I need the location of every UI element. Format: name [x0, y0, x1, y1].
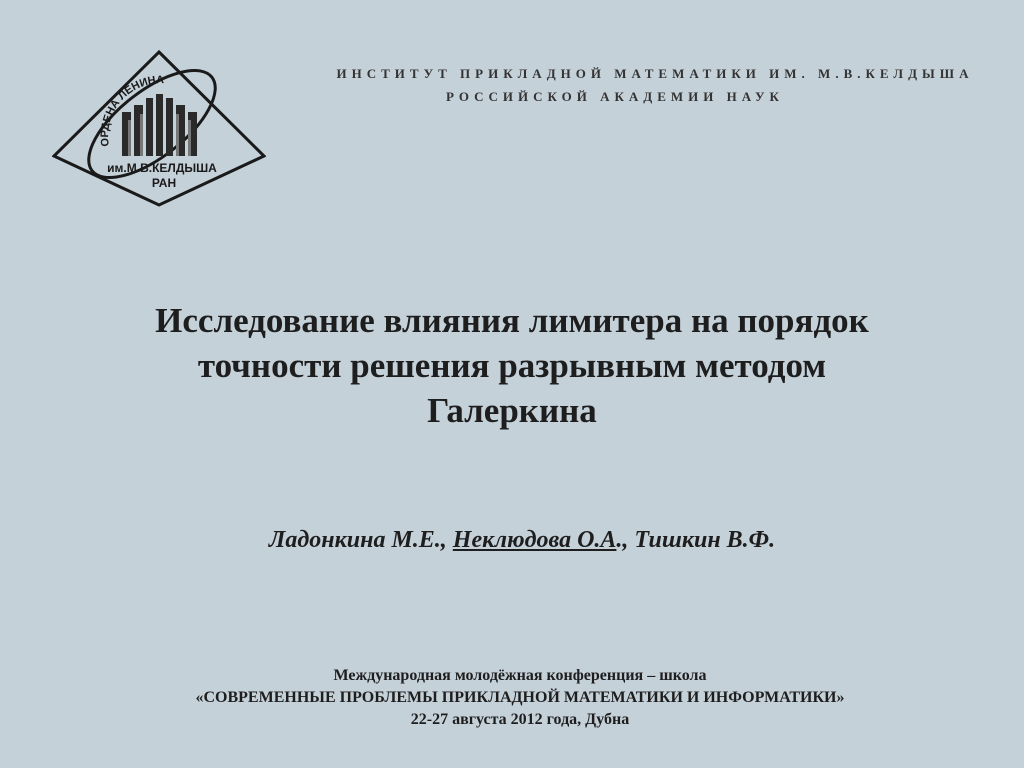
title-line2: точности решения разрывным методом: [197, 346, 827, 385]
conference-line1: Международная молодёжная конференция – школа: [333, 667, 707, 684]
institute-name-line2: РОССИЙСКОЙ АКАДЕМИИ НАУК: [446, 89, 784, 104]
logo-top-text: ОРДЕНА ЛЕНИНА: [99, 74, 165, 148]
institute-logo: [52, 50, 266, 208]
logo-name-text: им.М.В.КЕЛДЫША: [107, 161, 217, 175]
authors: [0, 527, 1024, 554]
presentation-title: [60, 298, 964, 433]
institute-emblem-icon: [52, 50, 266, 208]
conference-line2: «СОВРЕМЕННЫЕ ПРОБЛЕМЫ ПРИКЛАДНОЙ МАТЕМАТИКИ И ИНФОРМАТИКИ»: [195, 689, 845, 706]
institute-name-line1: ИНСТИТУТ ПРИКЛАДНОЙ МАТЕМАТИКИ ИМ. М.В.КЕЛДЫША: [336, 66, 974, 81]
author-2-presenter: Неклюдова О.А: [452, 527, 617, 553]
author-1: Ладонкина М.Е.,: [268, 527, 453, 553]
conference-info: [0, 665, 1024, 731]
title-line3: Галеркина: [427, 391, 597, 430]
svg-text:ОРДЕНА ЛЕНИНА: [99, 74, 164, 147]
conference-line3: 22-27 августа 2012 года, Дубна: [410, 711, 630, 728]
title-line1: Исследование влияния лимитера на порядок: [155, 301, 869, 340]
author-3: ., Тишкин В.Ф.: [616, 527, 776, 553]
logo-ran-text: РАН: [151, 176, 177, 190]
